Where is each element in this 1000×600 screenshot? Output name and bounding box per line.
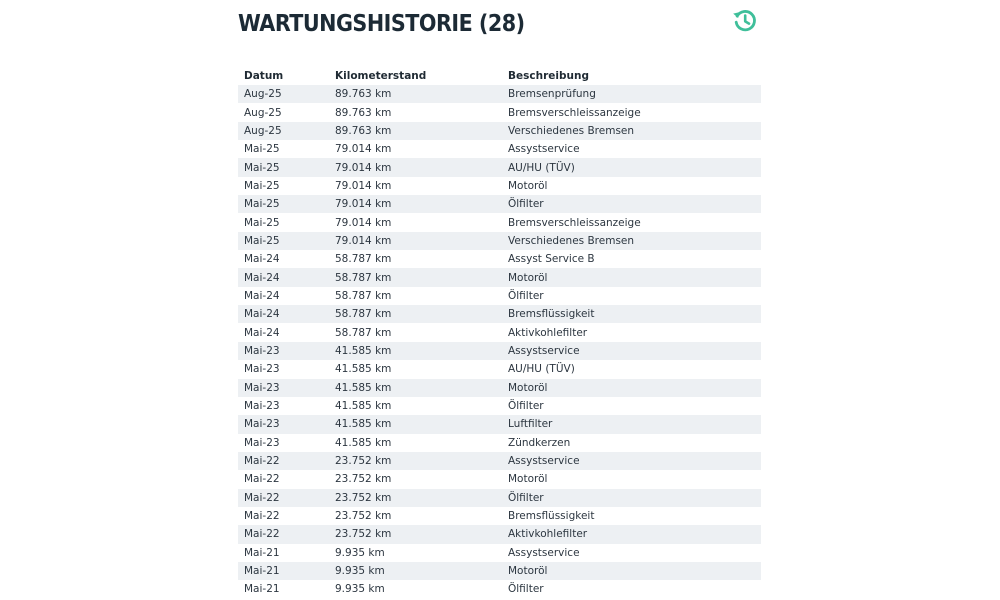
cell-description: Assystservice (502, 342, 761, 360)
cell-date: Mai-24 (238, 250, 329, 268)
cell-description: Motoröl (502, 268, 761, 286)
cell-date: Mai-22 (238, 489, 329, 507)
cell-date: Mai-22 (238, 507, 329, 525)
table-row (238, 287, 761, 305)
table-row (238, 85, 761, 103)
cell-mileage: 41.585 km (329, 342, 502, 360)
cell-mileage: 79.014 km (329, 177, 502, 195)
table-row (238, 580, 761, 598)
cell-date: Mai-25 (238, 140, 329, 158)
column-header-mileage: Kilometerstand (335, 70, 427, 82)
cell-description: Bremsflüssigkeit (502, 507, 761, 525)
cell-description: Assystservice (502, 140, 761, 158)
table-row (238, 507, 761, 525)
table-row (238, 122, 761, 140)
cell-mileage: 41.585 km (329, 360, 502, 378)
history-icon (731, 7, 759, 35)
table-row (238, 489, 761, 507)
cell-date: Mai-21 (238, 544, 329, 562)
cell-date: Mai-21 (238, 580, 329, 598)
table-row (238, 470, 761, 488)
cell-date: Aug-25 (238, 85, 329, 103)
cell-mileage: 41.585 km (329, 434, 502, 452)
table-row (238, 525, 761, 543)
column-header-description: Beschreibung (508, 70, 589, 82)
table-row (238, 323, 761, 341)
cell-description: Ölfilter (502, 489, 761, 507)
cell-mileage: 41.585 km (329, 379, 502, 397)
table-row (238, 397, 761, 415)
history-button[interactable] (731, 7, 759, 35)
cell-description: Assystservice (502, 452, 761, 470)
cell-mileage: 58.787 km (329, 323, 502, 341)
cell-mileage: 79.014 km (329, 140, 502, 158)
table-row (238, 268, 761, 286)
table-row (238, 213, 761, 231)
cell-date: Mai-24 (238, 305, 329, 323)
cell-date: Mai-25 (238, 232, 329, 250)
cell-mileage: 79.014 km (329, 232, 502, 250)
cell-mileage: 79.014 km (329, 195, 502, 213)
table-row (238, 250, 761, 268)
cell-description: Ölfilter (502, 397, 761, 415)
cell-date: Aug-25 (238, 122, 329, 140)
cell-date: Mai-23 (238, 379, 329, 397)
table-row (238, 140, 761, 158)
cell-mileage: 23.752 km (329, 507, 502, 525)
cell-mileage: 58.787 km (329, 268, 502, 286)
table-row (238, 379, 761, 397)
cell-description: AU/HU (TÜV) (502, 158, 761, 176)
cell-mileage: 23.752 km (329, 470, 502, 488)
table-row (238, 305, 761, 323)
cell-description: Ölfilter (502, 287, 761, 305)
cell-description: Verschiedenes Bremsen (502, 122, 761, 140)
cell-description: Motoröl (502, 177, 761, 195)
cell-date: Mai-22 (238, 470, 329, 488)
cell-description: Assystservice (502, 544, 761, 562)
table-row (238, 415, 761, 433)
cell-mileage: 41.585 km (329, 415, 502, 433)
cell-description: Motoröl (502, 470, 761, 488)
cell-mileage: 58.787 km (329, 287, 502, 305)
cell-mileage: 89.763 km (329, 85, 502, 103)
table-row (238, 562, 761, 580)
cell-description: Motoröl (502, 562, 761, 580)
cell-date: Mai-24 (238, 287, 329, 305)
cell-date: Mai-25 (238, 213, 329, 231)
cell-description: Ölfilter (502, 195, 761, 213)
cell-mileage: 58.787 km (329, 305, 502, 323)
table-row (238, 195, 761, 213)
cell-description: Verschiedenes Bremsen (502, 232, 761, 250)
cell-mileage: 58.787 km (329, 250, 502, 268)
cell-description: Ölfilter (502, 580, 761, 598)
cell-mileage: 79.014 km (329, 158, 502, 176)
cell-mileage: 79.014 km (329, 213, 502, 231)
table-row (238, 452, 761, 470)
maintenance-table (238, 67, 761, 599)
cell-date: Mai-23 (238, 360, 329, 378)
table-row (238, 360, 761, 378)
cell-date: Mai-23 (238, 434, 329, 452)
page-title: WARTUNGSHISTORIE (28) (238, 11, 525, 37)
cell-date: Mai-23 (238, 415, 329, 433)
cell-mileage: 89.763 km (329, 122, 502, 140)
cell-mileage: 9.935 km (329, 580, 502, 598)
cell-date: Mai-24 (238, 268, 329, 286)
table-row (238, 103, 761, 121)
cell-date: Mai-22 (238, 452, 329, 470)
table-row (238, 342, 761, 360)
table-row (238, 158, 761, 176)
cell-date: Mai-22 (238, 525, 329, 543)
table-row (238, 434, 761, 452)
cell-date: Mai-23 (238, 342, 329, 360)
cell-description: Luftfilter (502, 415, 761, 433)
cell-date: Mai-24 (238, 323, 329, 341)
cell-mileage: 9.935 km (329, 544, 502, 562)
cell-description: Bremsflüssigkeit (502, 305, 761, 323)
cell-description: Bremsverschleissanzeige (502, 213, 761, 231)
cell-description: Aktivkohlefilter (502, 525, 761, 543)
cell-mileage: 9.935 km (329, 562, 502, 580)
cell-description: Bremsverschleissanzeige (502, 103, 761, 121)
cell-date: Aug-25 (238, 103, 329, 121)
cell-date: Mai-25 (238, 177, 329, 195)
table-header-row (238, 67, 761, 85)
cell-date: Mai-25 (238, 158, 329, 176)
table-row (238, 544, 761, 562)
table-row (238, 232, 761, 250)
cell-mileage: 23.752 km (329, 525, 502, 543)
table-body (238, 85, 761, 599)
table-row (238, 177, 761, 195)
cell-mileage: 23.752 km (329, 489, 502, 507)
cell-mileage: 41.585 km (329, 397, 502, 415)
cell-description: Assyst Service B (502, 250, 761, 268)
cell-description: Aktivkohlefilter (502, 323, 761, 341)
cell-description: AU/HU (TÜV) (502, 360, 761, 378)
cell-description: Zündkerzen (502, 434, 761, 452)
cell-description: Motoröl (502, 379, 761, 397)
cell-description: Bremsenprüfung (502, 85, 761, 103)
column-header-date: Datum (244, 70, 284, 82)
cell-mileage: 23.752 km (329, 452, 502, 470)
cell-mileage: 89.763 km (329, 103, 502, 121)
cell-date: Mai-21 (238, 562, 329, 580)
cell-date: Mai-25 (238, 195, 329, 213)
cell-date: Mai-23 (238, 397, 329, 415)
